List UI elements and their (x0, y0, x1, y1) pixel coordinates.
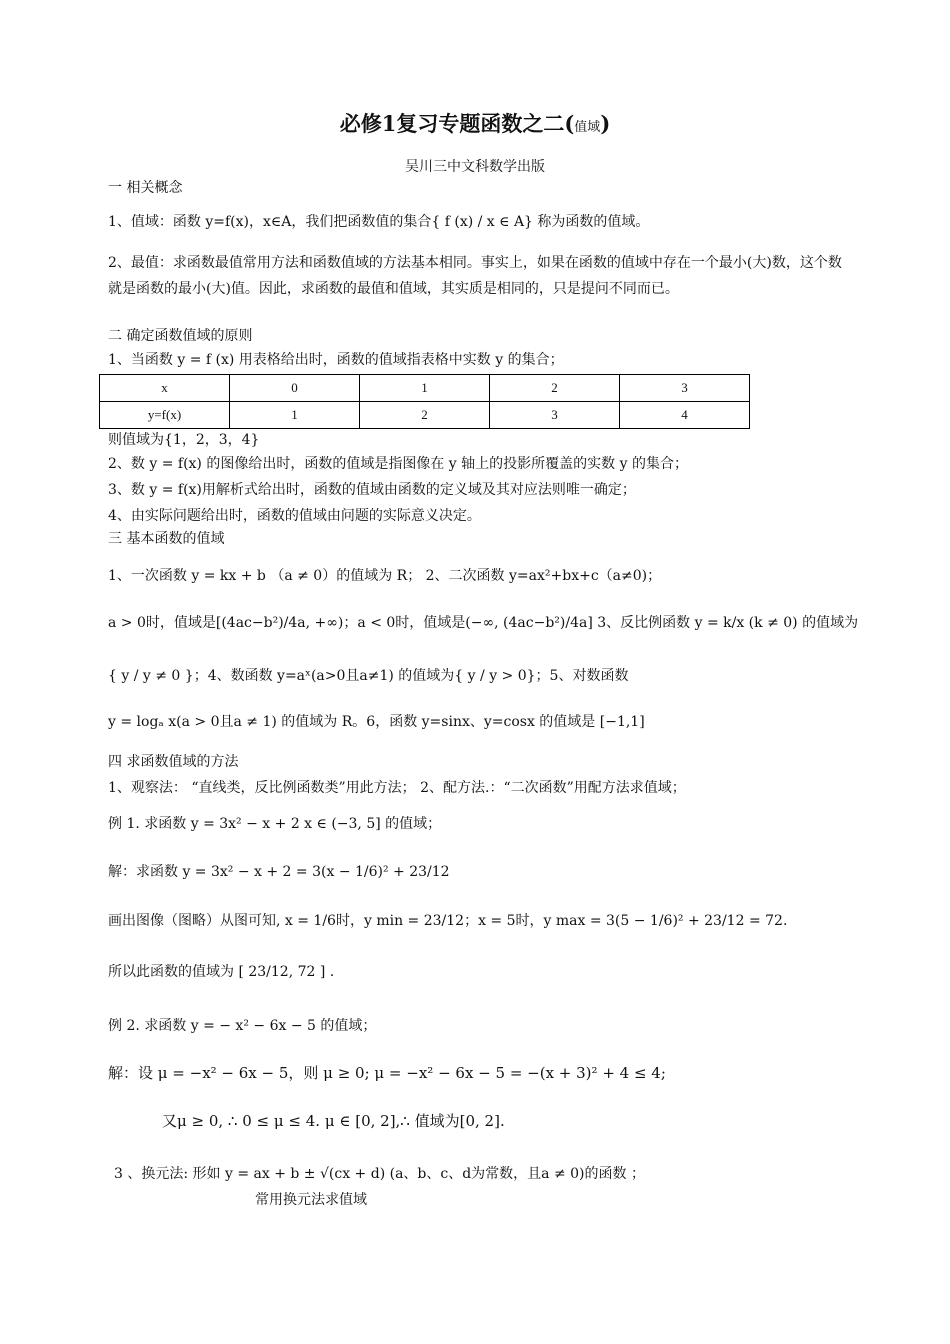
section-3-heading: 三 基本函数的值域 (108, 531, 225, 547)
rule-1: 1、当函数 y = f (x) 用表格给出时，函数的值域指表格中实数 y 的集合； (108, 352, 564, 368)
solution-1-result: 所以此函数的值域为 [ 23/12, 72 ] . (108, 964, 335, 980)
table-row (100, 375, 750, 402)
table-row (100, 402, 750, 429)
table-cell: x (100, 375, 230, 402)
title-main: 必修1复习专题函数之二( (339, 111, 575, 136)
author-line: 吴川三中文科数学出版 (405, 159, 545, 175)
table-cell: 3 (490, 402, 620, 429)
solution-2: 解：设 μ = −x² − 6x − 5，则 μ ≥ 0; μ = −x² − 6x − 5 = −(x + 3)² + 4 ≤ 4; (108, 1064, 666, 1082)
title-close: ) (600, 111, 611, 136)
method-3-note: 常用换元法求值域 (255, 1192, 367, 1208)
table-cell: 3 (620, 375, 750, 402)
basic-range-3: { y / y ≠ 0 }；4、数函数 y=aˣ(a>0且a≠1) 的值域为{ y / y > 0}；5、对数函数 (108, 668, 629, 684)
section-4-heading: 四 求函数值域的方法 (108, 754, 239, 770)
solution-1-graph: 画出图像（图略）从图可知, x = 1/6时，y min = 23/12；x = 5时，y max = 3(5 − 1/6)² + 23/12 = 72. (108, 913, 788, 929)
table-cell: 0 (230, 375, 360, 402)
example-1: 例 1. 求函数 y = 3x² − x + 2 x ∈ (−3, 5] 的值域； (108, 816, 442, 832)
paragraph-extremum: 2、最值：求函数最值常用方法和函数值域的方法基本相同。事实上，如果在函数的值域中存在一个最小(大)数，这个数就是函数的最小(大)值。因此，求函数的最值和值域，其实质是相同的，只是提问不同而已。 (108, 255, 842, 297)
example-2: 例 2. 求函数 y = − x² − 6x − 5 的值域； (108, 1018, 377, 1034)
solution-2-result: 又μ ≥ 0, ∴ 0 ≤ μ ≤ 4. μ ∈ [0, 2],∴ 值域为[0, 2]. (162, 1112, 505, 1130)
paragraph-range-definition: 1、值域：函数 y=f(x)，x∈A，我们把函数值的集合{ f (x) / x ∈ A} 称为函数的值域。 (108, 214, 650, 230)
table-cell: y=f(x) (100, 402, 230, 429)
basic-range-2: a > 0时，值域是[(4ac−b²)/4a, +∞)；a < 0时，值域是(−∞, (4ac−b²)/4a] 3、反比例函数 y = k/x (k ≠ 0) 的值域为 (108, 615, 859, 631)
method-3: 3 、换元法: 形如 y = ax + b ± √(cx + d) (a、b、c、d为常数，且a ≠ 0)的函数 ； (114, 1166, 645, 1182)
rule-4: 4、由实际问题给出时，函数的值域由问题的实际意义决定。 (108, 508, 481, 524)
table-cell: 1 (360, 375, 490, 402)
table-cell: 4 (620, 402, 750, 429)
solution-1: 解：求函数 y = 3x² − x + 2 = 3(x − 1/6)² + 23/12 (108, 864, 450, 880)
rule-2: 2、数 y = f(x) 的图像给出时，函数的值域是指图像在 y 轴上的投影所覆盖的实数 y 的集合； (108, 456, 688, 472)
basic-range-1: 1、一次函数 y = kx + b （a ≠ 0）的值域为 R； 2、二次函数 y=ax²+bx+c（a≠0)； (108, 568, 662, 584)
section-2-heading: 二 确定函数值域的原则 (108, 328, 253, 344)
table-cell: 2 (490, 375, 620, 402)
table-cell: 2 (360, 402, 490, 429)
method-1-2: 1、观察法： “直线类，反比例函数类”用此方法； 2、配方法.：“二次函数”用配方法求值域； (108, 780, 686, 796)
value-table (99, 374, 750, 429)
basic-range-4: y = logₐ x(a > 0且a ≠ 1) 的值域为 R。6，函数 y=sinx、y=cosx 的值域是 [−1,1] (108, 714, 645, 730)
rule-1-result: 则值域为{1，2，3，4} (108, 432, 260, 448)
table-cell: 1 (230, 402, 360, 429)
page-title (0, 108, 950, 138)
rule-3: 3、数 y = f(x)用解析式给出时，函数的值域由函数的定义域及其对应法则唯一确定； (108, 482, 636, 498)
section-1-heading: 一 相关概念 (108, 180, 183, 196)
title-small: 值域 (574, 120, 601, 135)
